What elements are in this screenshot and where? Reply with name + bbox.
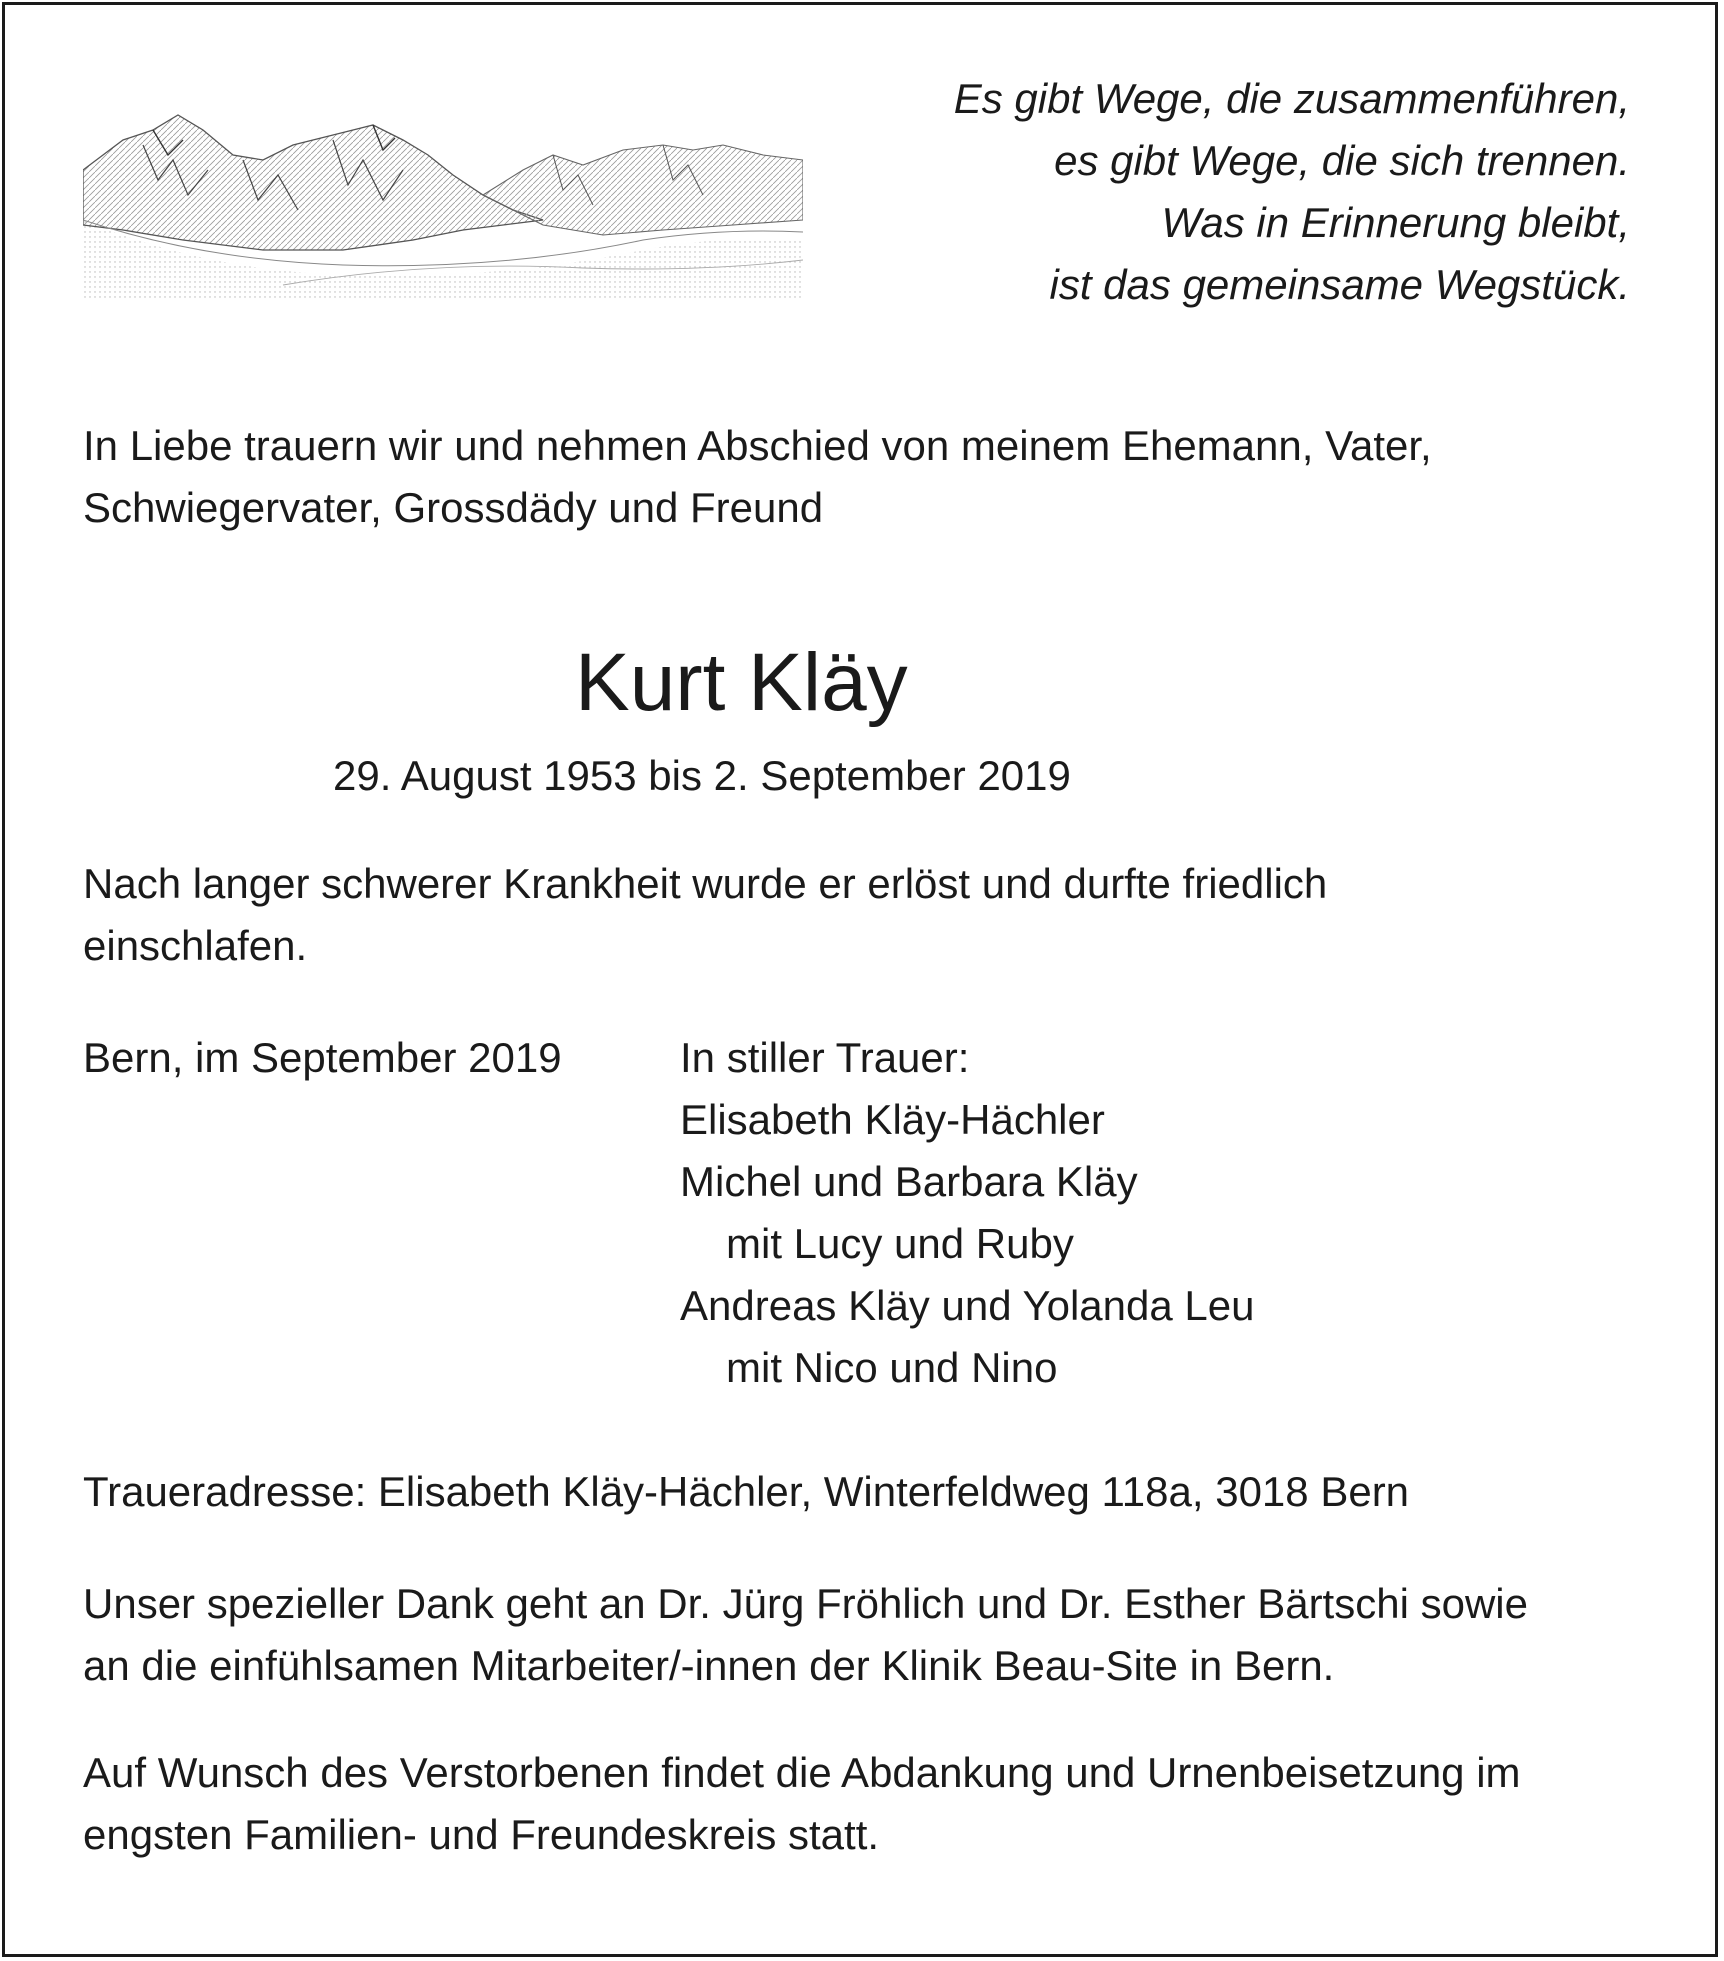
intro-line: Schwiegervater, Grossdädy und Freund [83,484,824,531]
mourning-address: Traueradresse: Elisabeth Kläy-Hächler, Winterfeldweg 118a, 3018 Bern [83,1468,1410,1515]
intro-text [83,415,1432,539]
quote-line: Was in Erinnerung bleibt, [1161,199,1630,246]
relief-line: einschlafen. [83,922,308,969]
obituary-notice [2,2,1718,1957]
quote-line: Es gibt Wege, die zusammenführen, [953,75,1630,122]
mourners-list [680,1027,1255,1399]
mourner-entry: Andreas Kläy und Yolanda Leu [680,1282,1255,1329]
funeral-wish-text [83,1742,1521,1866]
intro-line: In Liebe trauern wir und nehmen Abschied von meinem Ehemann, Vater, [83,422,1432,469]
quote-line: es gibt Wege, die sich trennen. [1054,137,1630,184]
mourner-entry: Michel und Barbara Kläy [680,1158,1138,1205]
mourner-entry: mit Nico und Nino [726,1344,1058,1391]
quote-verse [730,68,1630,316]
wish-line: Auf Wunsch des Verstorbenen findet die Abdankung und Urnenbeisetzung im [83,1749,1521,1796]
deceased-name: Kurt Kläy [575,637,908,728]
life-dates: 29. August 1953 bis 2. September 2019 [333,752,1071,799]
mourner-entry: mit Lucy und Ruby [726,1220,1074,1267]
wish-line: engsten Familien- und Freundeskreis statt. [83,1811,880,1858]
mountain-sketch-image [83,100,803,300]
thanks-line: an die einfühlsamen Mitarbeiter/-innen der Klinik Beau-Site in Bern. [83,1642,1335,1689]
mourners-heading: In stiller Trauer: [680,1034,970,1081]
thanks-text [83,1573,1528,1697]
relief-text [83,853,1327,977]
thanks-line: Unser spezieller Dank geht an Dr. Jürg Fröhlich und Dr. Esther Bärtschi sowie [83,1580,1528,1627]
quote-line: ist das gemeinsame Wegstück. [1049,261,1630,308]
relief-line: Nach langer schwerer Krankheit wurde er erlöst und durfte friedlich [83,860,1328,907]
mourner-entry: Elisabeth Kläy-Hächler [680,1096,1105,1143]
place-date: Bern, im September 2019 [83,1034,562,1081]
